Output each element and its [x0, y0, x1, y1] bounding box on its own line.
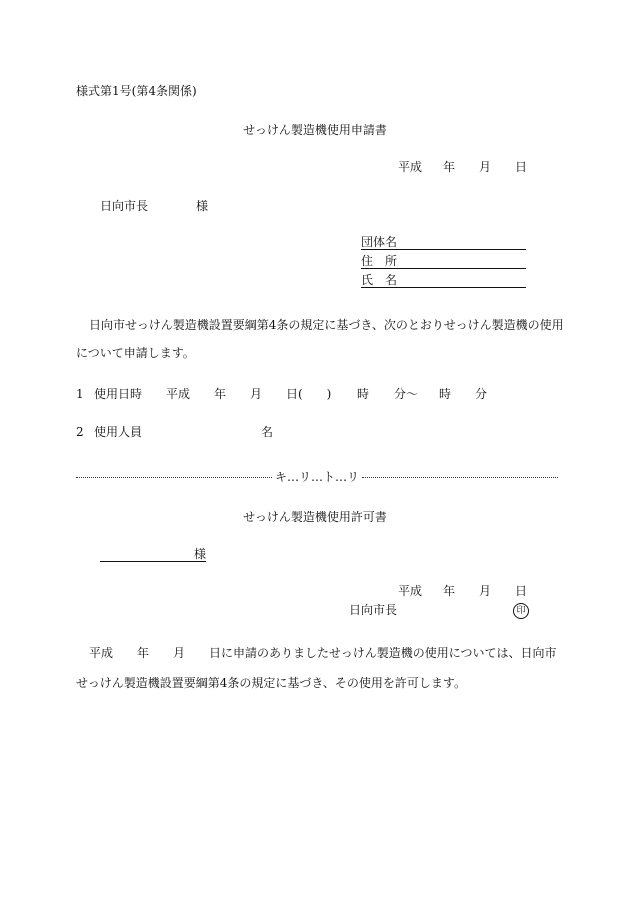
permit-date-era: 平成 — [398, 584, 423, 598]
application-date-era: 平成 — [398, 160, 423, 174]
item1-day-weekday: 日( ) — [286, 387, 332, 401]
seal-mark: 印 — [513, 603, 529, 619]
cut-line — [76, 470, 558, 484]
applicant-name-label: 氏 名 — [361, 273, 398, 287]
applicant-group-label: 団体名 — [361, 235, 398, 249]
item1-minute-from: 分〜 — [394, 387, 419, 401]
item2-label: 使用人員 — [94, 425, 143, 439]
item1-number: 1 — [76, 387, 84, 401]
application-body-line2: について申請します。 — [76, 346, 195, 360]
permit-issuer: 日向市長 — [349, 603, 398, 617]
permit-date-month: 月 — [479, 584, 492, 598]
item1-era: 平成 — [166, 387, 191, 401]
addressee-suffix: 様 — [196, 199, 209, 213]
item1-minute-to: 分 — [475, 387, 488, 401]
permit-date-day: 日 — [515, 584, 528, 598]
applicant-group-field[interactable] — [361, 235, 526, 250]
cut-label: キ…リ…ト…リ — [274, 470, 359, 484]
applicant-address-field[interactable] — [361, 254, 526, 269]
item1-month: 月 — [250, 387, 263, 401]
permit-body-line2: せっけん製造機設置要綱第4条の規定に基づき、その使用を許可します。 — [76, 676, 466, 690]
form-number: 様式第1号(第4条関係) — [76, 84, 197, 98]
permit-addressee-field[interactable] — [100, 547, 206, 562]
item2-unit: 名 — [261, 425, 274, 439]
item1-year: 年 — [214, 387, 227, 401]
item1-label: 使用日時 — [94, 387, 143, 401]
permit-date-year: 年 — [443, 584, 456, 598]
permit-seal — [513, 602, 529, 619]
item1-hour-from: 時 — [357, 387, 370, 401]
application-date-day: 日 — [515, 160, 528, 174]
application-title: せっけん製造機使用申請書 — [243, 123, 387, 137]
item2-number: 2 — [76, 425, 84, 439]
applicant-address-label: 住 所 — [361, 254, 398, 268]
permit-title: せっけん製造機使用許可書 — [243, 510, 387, 524]
application-date-year: 年 — [443, 160, 456, 174]
applicant-name-field[interactable] — [361, 273, 526, 288]
permit-body-line1: 平成 年 月 日に申請のありましたせっけん製造機の使用については、日向市 — [89, 646, 557, 660]
application-date-month: 月 — [479, 160, 492, 174]
permit-addressee-suffix: 様 — [193, 547, 206, 561]
addressee-name: 日向市長 — [100, 199, 149, 213]
application-body-line1: 日向市せっけん製造機設置要綱第4条の規定に基づき、次のとおりせっけん製造機の使用 — [89, 318, 564, 332]
item1-hour-to: 時 — [439, 387, 452, 401]
